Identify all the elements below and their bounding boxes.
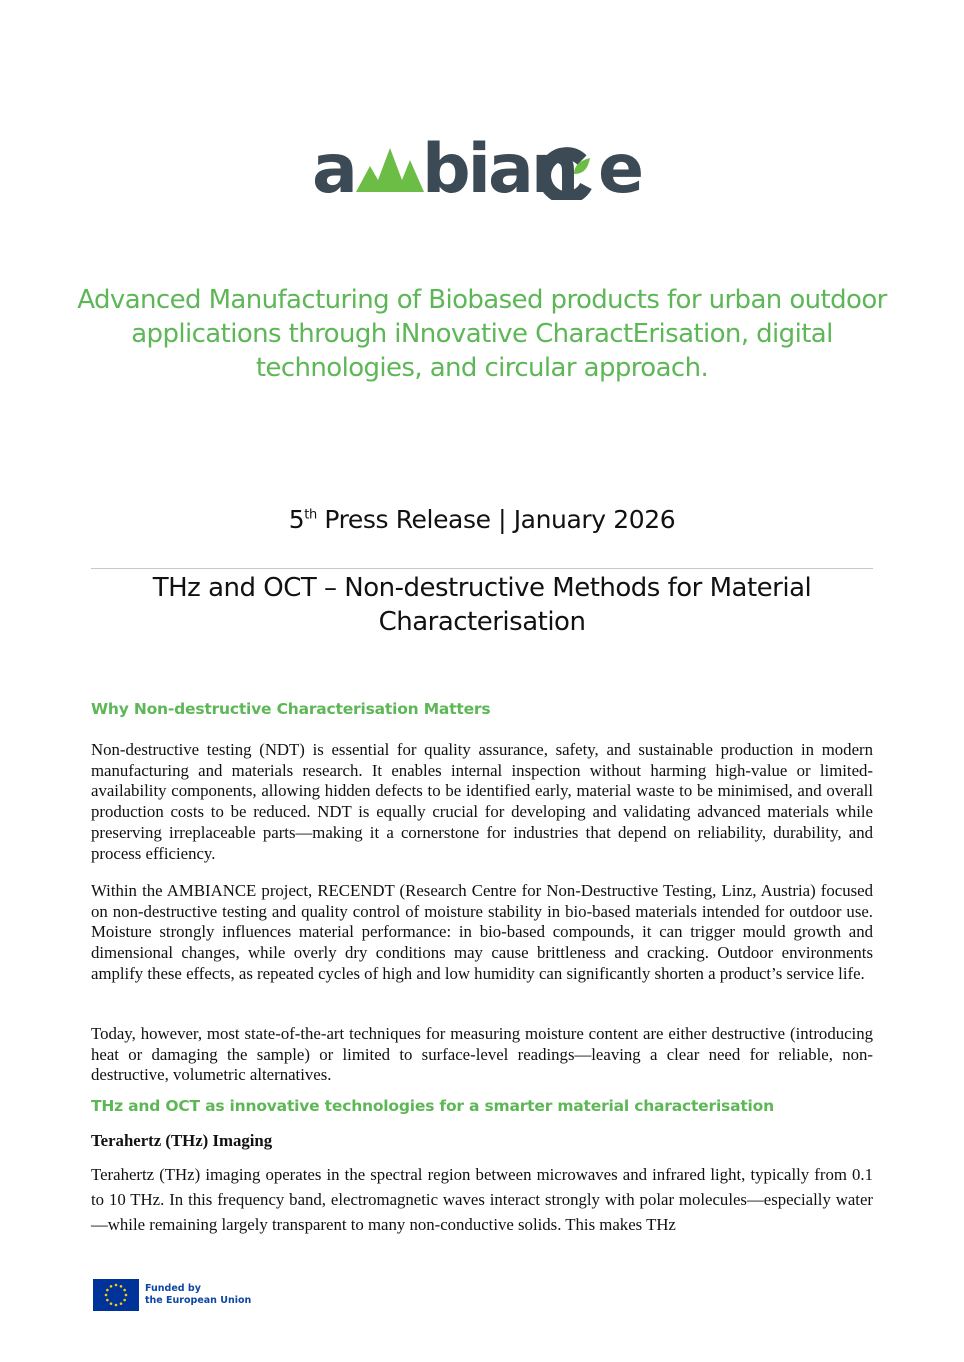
svg-text:a: a xyxy=(312,130,355,200)
svg-text:bian: bian xyxy=(422,130,577,200)
eu-star xyxy=(120,1285,123,1288)
press-release-line xyxy=(0,505,964,534)
paragraph-2: Within the AMBIANCE project, RECENDT (Research Centre for Non-Destructive Testing, Linz, Austria) focused on non-destructive testing and quality control of moisture stability in bio-based materials intended for outdoor use. Moisture strongly influences material performance: in bio-based compounds, it can trigger mould growth and dimensional changes, while overly dry conditions may cause brittleness and cracking. Outdoor environments amplify these effects, as repeated cycles of high and low humidity can significantly shorten a product’s service life. xyxy=(91,881,873,983)
section-heading-thz-oct: THz and OCT as innovative technologies for a smarter material characterisation xyxy=(91,1097,774,1115)
release-text: Press Release | January 2026 xyxy=(316,505,676,534)
eu-star xyxy=(115,1304,118,1307)
eu-flag-icon xyxy=(93,1279,139,1311)
eu-star xyxy=(115,1284,118,1287)
eu-star xyxy=(110,1285,113,1288)
paragraph-3: Today, however, most state-of-the-art techniques for measuring moisture content are either destructive (introducing heat or damaging the sample) or limited to surface-level readings—leaving a clear need for reliable, non-destructive, volumetric alternatives. xyxy=(91,1024,873,1085)
eu-star xyxy=(120,1302,123,1305)
subheading-terahertz: Terahertz (THz) Imaging xyxy=(91,1131,273,1150)
eu-star xyxy=(110,1302,113,1305)
paragraph-1: Non-destructive testing (NDT) is essential for quality assurance, safety, and sustainable production in modern manufacturing and materials research. It enables internal inspection without harming high-value or limited-availability components, allowing hidden defects to be identified early, material waste to be minimised, and overall production costs to be reduced. NDT is equally crucial for developing and validating advanced materials while preserving irreplaceable parts—making it a cornerstone for industries that depend on reliability, durability, and process efficiency. xyxy=(91,740,873,863)
section-heading-why: Why Non-destructive Characterisation Matters xyxy=(91,700,491,718)
eu-funding-badge xyxy=(93,1279,251,1311)
eu-star xyxy=(106,1289,109,1292)
eu-line-2: the European Union xyxy=(145,1295,252,1306)
eu-funding-text xyxy=(145,1283,251,1307)
eu-star xyxy=(105,1294,108,1297)
eu-line-1: Funded by xyxy=(145,1283,201,1294)
release-number: 5 xyxy=(288,505,305,534)
release-ordinal: th xyxy=(304,507,317,523)
eu-star xyxy=(123,1289,126,1292)
logo-grass-mark xyxy=(356,148,424,192)
paragraph-4: Terahertz (THz) imaging operates in the spectral region between microwaves and infrared light, typically from 0.1 to 10 THz. In this frequency band, electromagnetic waves interact strongly with polar molecules—especially water—while remaining largely transparent to many non-conductive solids. This makes THz xyxy=(91,1165,873,1234)
document-title: THz and OCT – Non-destructive Methods for Material Characterisation xyxy=(152,573,812,637)
project-tagline: Advanced Manufacturing of Biobased products for urban outdoor applications through iNnovative CharactErisation, digital technologies, and circular approach. xyxy=(77,285,887,383)
eu-star xyxy=(106,1299,109,1302)
title-divider xyxy=(91,568,873,569)
ambiance-logo xyxy=(312,130,654,200)
eu-star xyxy=(123,1299,126,1302)
eu-star xyxy=(125,1294,128,1297)
svg-text:e: e xyxy=(598,130,645,200)
